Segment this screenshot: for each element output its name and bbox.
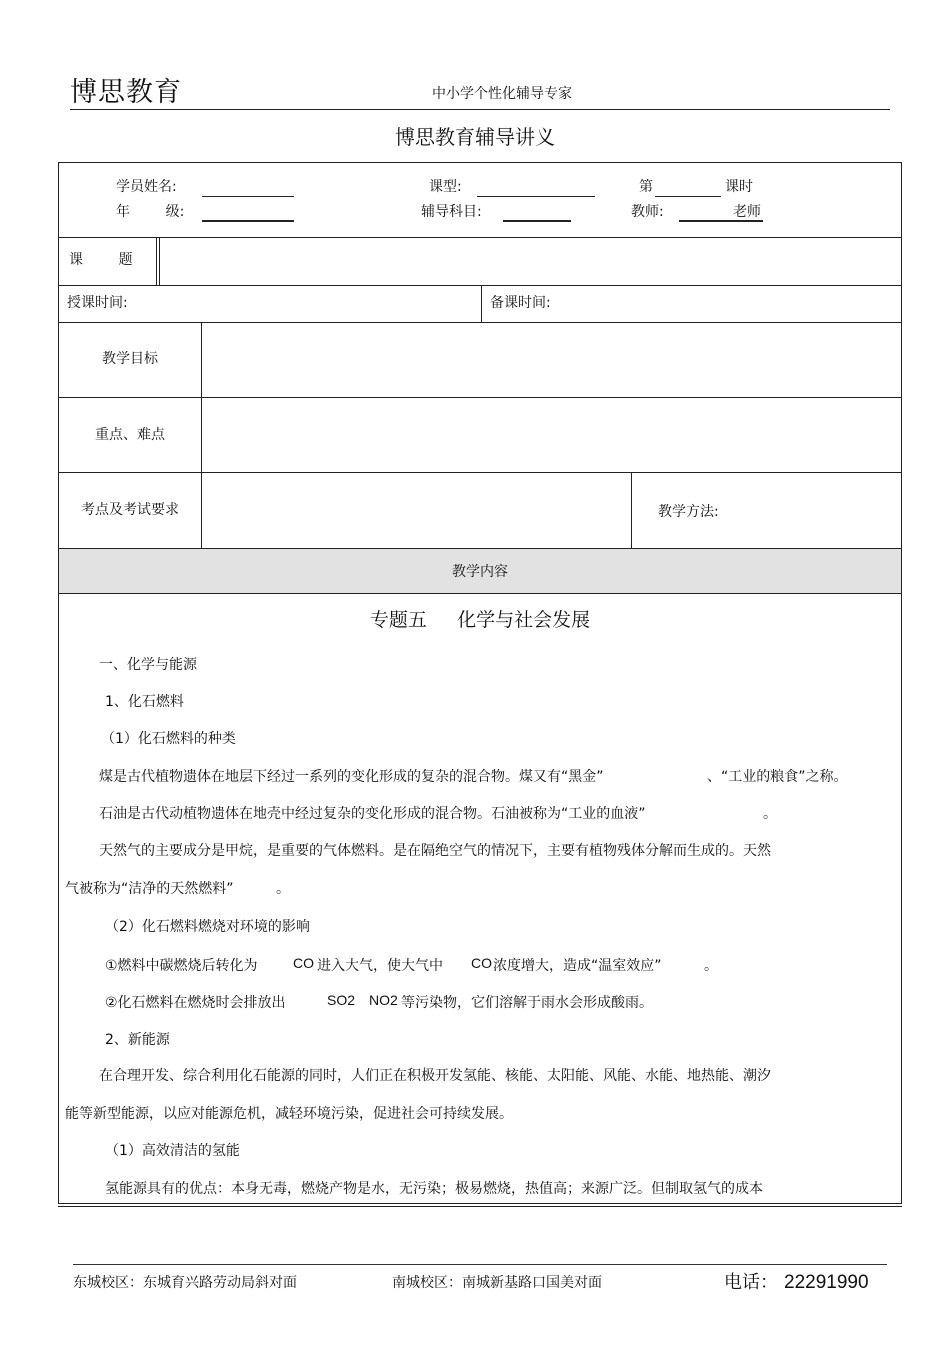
south-campus-address: 南城校区：南城新基路口国美对面 [392, 1275, 602, 1291]
lesson-form-table [58, 162, 902, 1204]
student-name-field[interactable] [202, 196, 294, 197]
paragraph-line: 进入大气，使大气中 [317, 958, 443, 974]
table-bottom-rule [58, 1206, 902, 1207]
phone-number: 22291990 [784, 1272, 869, 1293]
paragraph-line: 、“工业的粮食”之称。 [707, 769, 848, 785]
lesson-number-field[interactable] [655, 196, 721, 197]
lesson-type-label: 课型: [429, 179, 462, 195]
subsection-heading: 2、新能源 [105, 1032, 170, 1048]
col-divider [631, 472, 632, 548]
subsection-heading: （1）化石燃料的种类 [101, 731, 236, 747]
formula-text: CO [293, 955, 314, 971]
subsection-heading: 1、化石燃料 [105, 694, 184, 710]
row-divider [59, 472, 901, 473]
footer-divider [73, 1264, 887, 1265]
paragraph-line: 能等新型能源，以应对能源危机，减轻环境污染，促进社会可持续发展。 [65, 1106, 513, 1122]
header-divider [70, 109, 890, 110]
content-header-label: 教学内容 [452, 564, 508, 580]
paragraph-line: 气被称为“洁净的天然燃料” [65, 881, 234, 897]
student-name-label: 学员姓名: [116, 179, 177, 195]
row-divider [59, 285, 901, 286]
paragraph-line: 等污染物，它们溶解于雨水会形成酸雨。 [401, 995, 653, 1011]
paragraph-line: 浓度增大，造成“温室效应” [493, 958, 662, 974]
paragraph-line: 。 [276, 881, 290, 897]
key-points-label: 重点、难点 [95, 427, 165, 443]
teaching-method-label: 教学方法: [658, 504, 719, 520]
prep-time-label: 备课时间: [490, 295, 551, 311]
topic-label: 课 题 [69, 252, 133, 268]
col-divider [159, 237, 160, 285]
col-divider [201, 322, 202, 548]
lesson-number-prefix: 第 [639, 179, 653, 195]
row-divider [59, 397, 901, 398]
paragraph-line: 。 [704, 958, 718, 974]
grade-field[interactable] [202, 220, 294, 222]
paragraph-line: 天然气的主要成分是甲烷，是重要的气体燃料。是在隔绝空气的情况下，主要有植物残体分解而生成的。天然 [99, 843, 771, 859]
topic-title: 专题五 化学与社会发展 [369, 609, 591, 631]
subsection-heading: （1）高效清洁的氢能 [105, 1143, 240, 1159]
paragraph-line: ①燃料中碳燃烧后转化为 [105, 958, 258, 974]
col-divider [156, 237, 157, 285]
teacher-suffix: 老师 [733, 204, 761, 220]
paragraph-line: 石油是古代动植物遗体在地壳中经过复杂的变化形成的混合物。石油被称为“工业的血液” [99, 806, 646, 822]
subject-label: 辅导科目: [421, 204, 482, 220]
paragraph-line: 在合理开发、综合利用化石能源的同时，人们正在积极开发氢能、核能、太阳能、风能、水能、地热能、潮汐 [99, 1068, 771, 1084]
paragraph-line: 煤是古代植物遗体在地层下经过一系列的变化形成的复杂的混合物。煤又有“黑金” [99, 769, 604, 785]
paragraph-line: 。 [763, 806, 777, 822]
section-heading: 一、化学与能源 [99, 657, 197, 673]
col-divider [481, 285, 482, 322]
row-divider [59, 237, 901, 238]
paragraph-line: ②化石燃料在燃烧时会排放出 [105, 995, 286, 1011]
formula-text: SO2 [327, 992, 356, 1008]
paragraph-line: 氢能源具有的优点：本身无毒，燃烧产物是水，无污染；极易燃烧，热值高；来源广泛。但制取氢气的成本 [105, 1181, 763, 1197]
lesson-number-suffix: 课时 [725, 179, 753, 195]
document-title: 博思教育辅导讲义 [395, 125, 555, 149]
lesson-type-field[interactable] [477, 196, 595, 197]
row-divider [59, 593, 901, 594]
phone-label: 电话： [724, 1272, 778, 1293]
phone-info [724, 1268, 869, 1294]
teach-time-label: 授课时间: [67, 295, 128, 311]
grade-label: 年 级: [116, 204, 185, 220]
row-divider [59, 322, 901, 323]
brand-logo-text: 博思教育 [70, 77, 182, 108]
goals-label: 教学目标 [102, 351, 158, 367]
tagline: 中小学个性化辅导专家 [432, 86, 572, 102]
formula-text: CO [471, 955, 492, 971]
east-campus-address: 东城校区：东城育兴路劳动局斜对面 [73, 1275, 297, 1291]
exam-points-label: 考点及考试要求 [81, 502, 179, 518]
teacher-label: 教师: [631, 204, 664, 220]
formula-text: NO2 [369, 992, 398, 1008]
subsection-heading: （2）化石燃料燃烧对环境的影响 [105, 919, 310, 935]
subject-field[interactable] [503, 220, 571, 222]
